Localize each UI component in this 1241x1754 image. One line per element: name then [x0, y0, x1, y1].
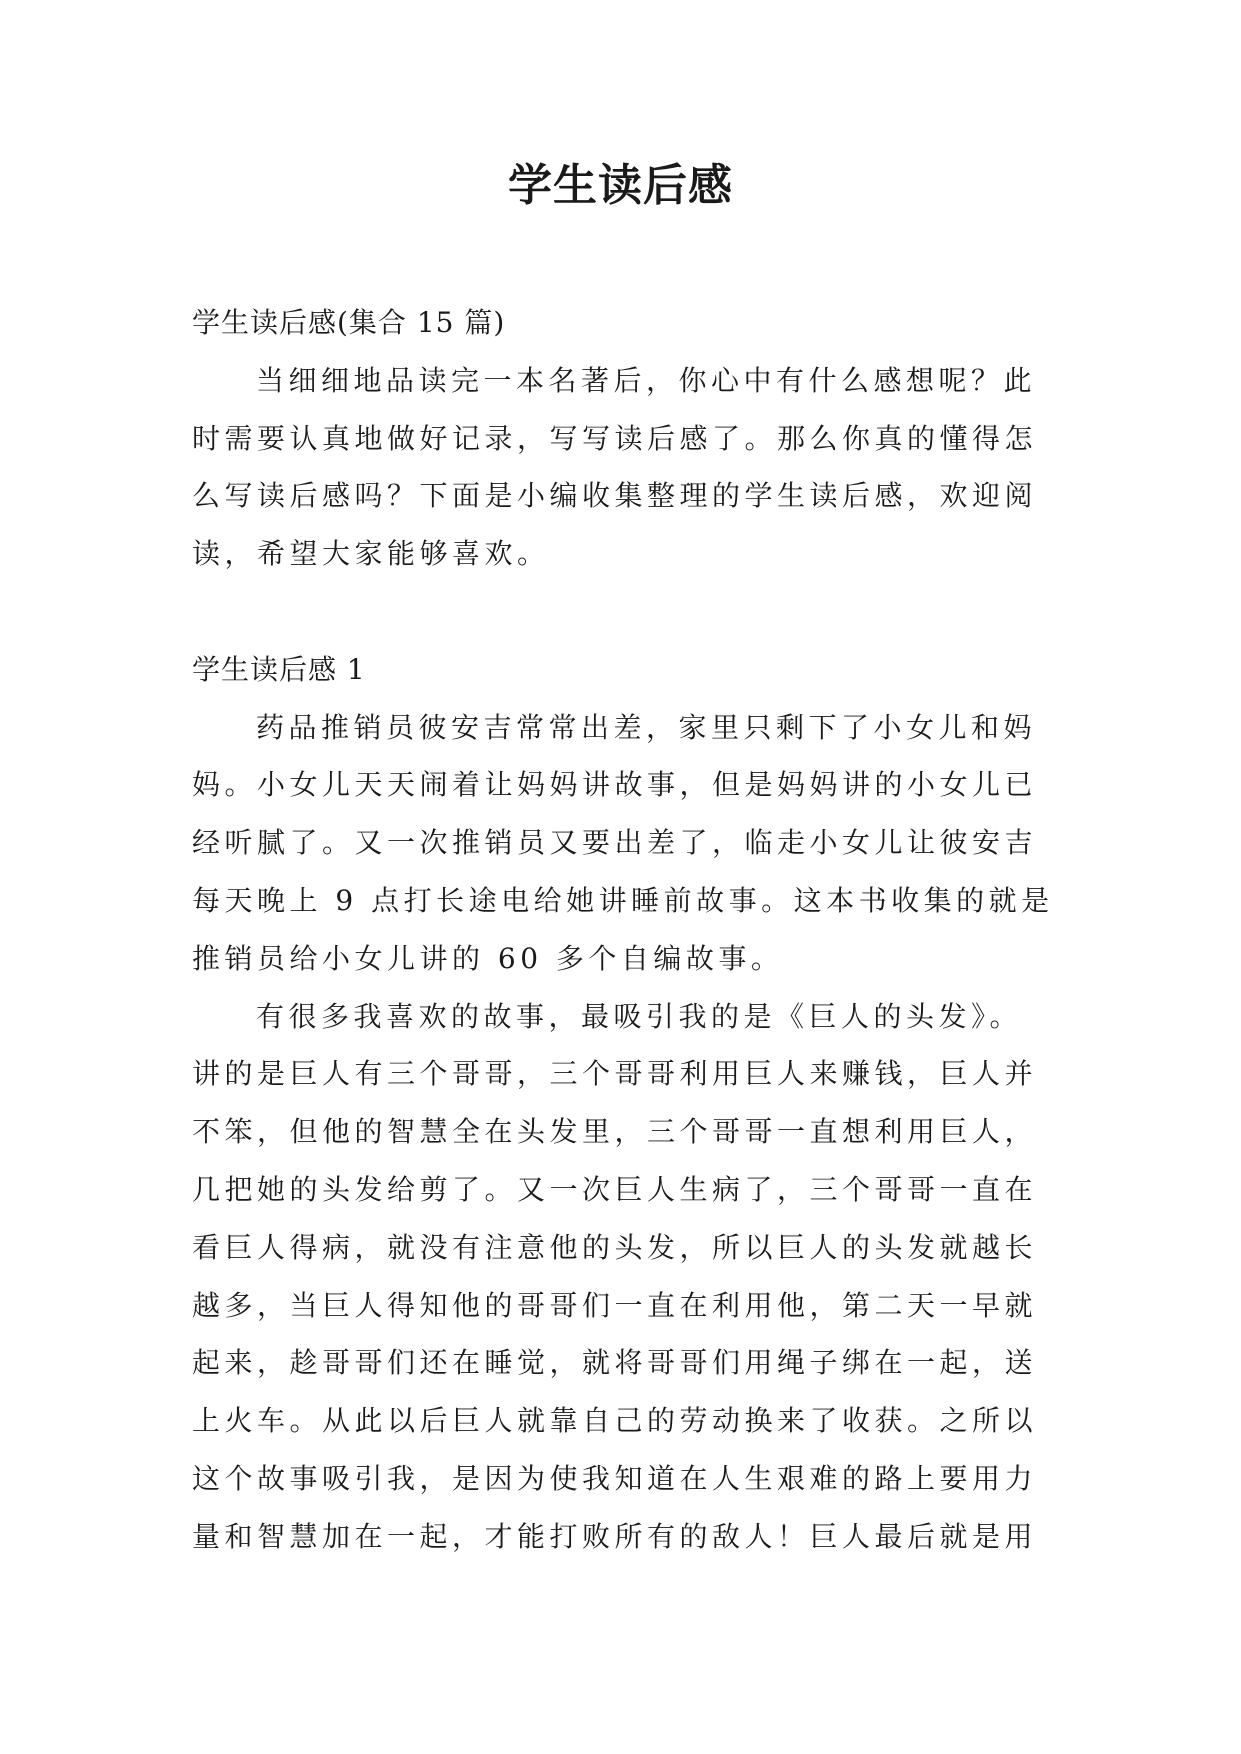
- paragraph-line: 上火车。从此以后巨人就靠自己的劳动换来了收获。之所以: [192, 1404, 1038, 1438]
- paragraph-line: 有很多我喜欢的故事，最吸引我的是《巨人的头发》。: [256, 999, 1023, 1033]
- paragraph-line: 经听腻了。又一次推销员又要出差了，临走小女儿让彼安吉: [192, 826, 1038, 860]
- collection-subtitle: 学生读后感(集合 15 篇): [192, 306, 506, 339]
- document-body: [192, 294, 1054, 1566]
- section-spacer: [192, 583, 1054, 641]
- paragraph-line: 么写读后感吗？下面是小编收集整理的学生读后感，欢迎阅: [192, 479, 1038, 513]
- paragraph-line: 起来，趁哥哥们还在睡觉，就将哥哥们用绳子绑在一起，送: [192, 1346, 1038, 1380]
- intro-paragraph: [192, 352, 1054, 583]
- section-heading: 学生读后感 1: [192, 652, 366, 686]
- section1-paragraph-2: [192, 988, 1054, 1566]
- paragraph-line: 读，希望大家能够喜欢。: [192, 537, 550, 571]
- paragraph-line: 几把她的头发给剪了。又一次巨人生病了，三个哥哥一直在: [192, 1172, 1038, 1206]
- paragraph-line: 这个故事吸引我，是因为使我知道在人生艰难的路上要用力: [192, 1461, 1038, 1495]
- paragraph-line: 不笨，但他的智慧全在头发里，三个哥哥一直想利用巨人，: [192, 1115, 1038, 1149]
- paragraph-line: 时需要认真地做好记录，写写读后感了。那么你真的懂得怎: [192, 421, 1038, 455]
- paragraph-line: 药品推销员彼安吉常常出差，家里只剩下了小女儿和妈: [256, 710, 1037, 744]
- paragraph-line: 越多，当巨人得知他的哥哥们一直在利用他，第二天一早就: [192, 1288, 1038, 1322]
- document-title: 学生读后感: [508, 160, 733, 211]
- paragraph-line: 量和智慧加在一起，才能打败所有的敌人！巨人最后就是用: [192, 1519, 1038, 1553]
- paragraph-line: 妈。小女儿天天闹着让妈妈讲故事，但是妈妈讲的小女儿已: [192, 768, 1038, 802]
- paragraph-line: 推销员给小女儿讲的 60 多个自编故事。: [192, 941, 784, 975]
- section1-paragraph-1: [192, 699, 1054, 988]
- paragraph-line: 看巨人得病，就没有注意他的头发，所以巨人的头发就越长: [192, 1230, 1038, 1264]
- paragraph-line: 当细细地品读完一本名著后，你心中有什么感想呢？此: [256, 363, 1037, 397]
- paragraph-line: 讲的是巨人有三个哥哥，三个哥哥利用巨人来赚钱，巨人并: [192, 1057, 1038, 1091]
- paragraph-line: 每天晚上 9 点打长途电给她讲睡前故事。这本书收集的就是: [192, 883, 1054, 917]
